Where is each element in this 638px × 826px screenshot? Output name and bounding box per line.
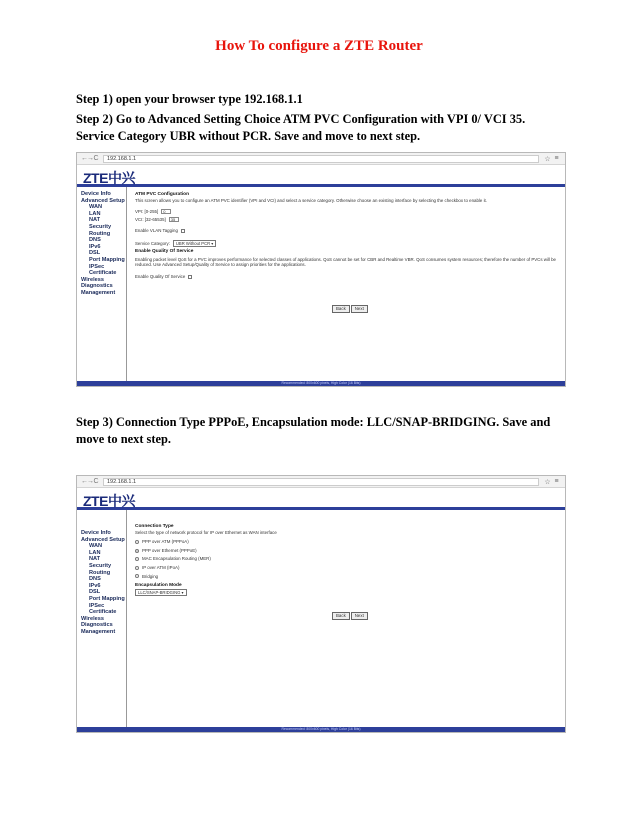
sidebar-nav [77,187,127,383]
sidebar-item[interactable]: IPSec [89,602,105,609]
section-heading: ATM PVC Configuration [135,192,190,197]
sidebar-item[interactable]: Certificate [89,609,117,616]
encapsulation-select[interactable]: LLC/SNAP-BRIDGING ▾ [135,589,187,596]
sidebar-item[interactable]: IPSec [89,263,105,270]
back-arrow-icon[interactable]: ← [81,478,88,485]
connection-option[interactable] [135,539,557,545]
sidebar-item[interactable]: WAN [89,204,103,211]
intro-text: Select the type of network protocol for IP over Ethernet as WAN interface [135,529,277,535]
sidebar-item[interactable]: Port Mapping [89,256,125,263]
qos-label: Enable Quality Of Service [135,273,186,279]
menu-icon[interactable]: ≡ [554,155,559,162]
sidebar-item[interactable]: IPv6 [89,243,101,250]
qos-text: Enabling packet level QoS for a PVC improves performance for selected classes of applications. QoS cannot be set for CBR and Realtime VBR. QoS consumes system resources; therefore the number of PVCs will be reduced. Use Advanced Setup/Quality of Service to assign priorities for the applications. [135,256,556,268]
vpi-input[interactable]: 0 [161,209,171,214]
sidebar-item[interactable]: DNS [89,237,101,244]
screenshot-connection-type [76,475,566,733]
option-label: PPP over ATM (PPPoA) [142,539,189,545]
sidebar-item[interactable]: Device Info [81,530,111,536]
sidebar-item[interactable]: Advanced Setup [81,536,125,543]
connection-option[interactable] [135,556,557,562]
sidebar-item[interactable]: WAN [89,543,103,550]
back-arrow-icon[interactable]: ← [81,155,88,162]
option-label: IP over ATM (IPoA) [142,564,180,570]
sidebar-item[interactable]: Wireless [81,276,104,283]
sidebar-item[interactable]: DSL [89,589,101,596]
sidebar-item[interactable]: Security [89,223,112,230]
sidebar-item[interactable]: DSL [89,250,101,257]
service-category-select[interactable]: UBR Without PCR ▾ [173,240,216,247]
sidebar-item[interactable]: Security [89,562,112,569]
radio-button[interactable] [135,540,139,544]
step-3-text: Step 3) Connection Type PPPoE, Encapsulation mode: LLC/SNAP-BRIDGING. Save and move to next step. [76,415,551,446]
zte-header [77,488,565,510]
vlan-checkbox[interactable] [181,229,185,233]
next-button[interactable]: Next [351,305,368,313]
connection-option[interactable] [135,548,557,554]
sidebar-item[interactable]: NAT [89,217,101,224]
back-button[interactable]: Back [332,305,350,313]
sidebar-item[interactable]: Management [81,289,116,296]
option-label: MAC Encapsulation Routing (MER) [142,556,211,562]
next-button[interactable]: Next [351,612,368,620]
sidebar-item[interactable]: Routing [89,230,111,237]
encap-heading: Encapsulation Mode [135,583,182,589]
sidebar-item[interactable]: IPv6 [89,582,101,589]
step-1-text: Step 1) open your browser type 192.168.1.1 [76,92,303,106]
document-title: How To configure a ZTE Router [215,38,423,54]
radio-button[interactable] [135,566,139,570]
browser-toolbar [77,476,565,488]
radio-button[interactable] [135,549,139,553]
sidebar-nav [77,510,127,729]
address-bar[interactable]: 192.168.1.1 [103,155,539,163]
star-icon[interactable]: ☆ [544,155,551,163]
qos-checkbox[interactable] [188,275,192,279]
sidebar-item[interactable]: LAN [89,549,101,556]
vci-label: VCI: [32-65535] [135,216,166,222]
footer-bar: Recommended: 800x600 pixels, High Color (16 Bits) [77,727,565,732]
vci-input[interactable]: 35 [169,217,179,222]
sidebar-item[interactable]: Diagnostics [81,283,113,290]
reload-icon[interactable]: C [93,478,99,485]
menu-icon[interactable]: ≡ [554,478,559,485]
intro-text: This screen allows you to configure an ATM PVC identifier (VPI and VCI) and select a service category. Otherwise choose an existing interface by selecting the checkbox to enable it. [135,197,487,203]
vpi-label: VPI: [0-255] [135,209,159,215]
footer-bar: Recommended: 800x600 pixels, High Color (16 Bits) [77,381,565,386]
sidebar-item[interactable]: Device Info [81,191,111,197]
zte-header [77,165,565,187]
qos-heading: Enable Quality Of Service [135,248,194,254]
back-button[interactable]: Back [332,612,350,620]
address-bar[interactable]: 192.168.1.1 [103,478,539,486]
option-label: PPP over Ethernet (PPPoE) [142,547,197,553]
zte-logo: ZTE中兴 [83,170,135,186]
zte-logo: ZTE中兴 [83,493,135,509]
star-icon[interactable]: ☆ [544,478,551,486]
sidebar-item[interactable]: Advanced Setup [81,197,125,204]
browser-toolbar [77,153,565,165]
sidebar-item[interactable]: Diagnostics [81,622,113,629]
sidebar-item[interactable]: Wireless [81,615,104,622]
sidebar-item[interactable]: LAN [89,210,101,217]
screenshot-atm-pvc [76,152,566,387]
option-label: Bridging [142,573,159,579]
connection-type-panel [127,510,565,729]
vlan-label: Enable VLAN Tagging [135,228,178,234]
sidebar-item[interactable]: Management [81,628,116,635]
sidebar-item[interactable]: Routing [89,569,111,576]
forward-arrow-icon[interactable]: → [87,478,94,485]
sidebar-item[interactable]: NAT [89,556,101,563]
atm-pvc-panel [127,187,565,383]
section-heading: Connection Type [135,524,174,529]
service-label: Service Category: [135,240,170,246]
sidebar-item[interactable]: Certificate [89,270,117,277]
connection-option[interactable] [135,565,557,571]
reload-icon[interactable]: C [93,155,99,162]
connection-option[interactable] [135,574,557,580]
radio-button[interactable] [135,557,139,561]
radio-button[interactable] [135,574,139,578]
sidebar-item[interactable]: Port Mapping [89,595,125,602]
sidebar-item[interactable]: DNS [89,576,101,583]
forward-arrow-icon[interactable]: → [87,155,94,162]
step-2-text: Step 2) Go to Advanced Setting Choice ATM PVC Configuration with VPI 0/ VCI 35. Service Category UBR without PCR. Save and move to next step. [76,112,526,143]
